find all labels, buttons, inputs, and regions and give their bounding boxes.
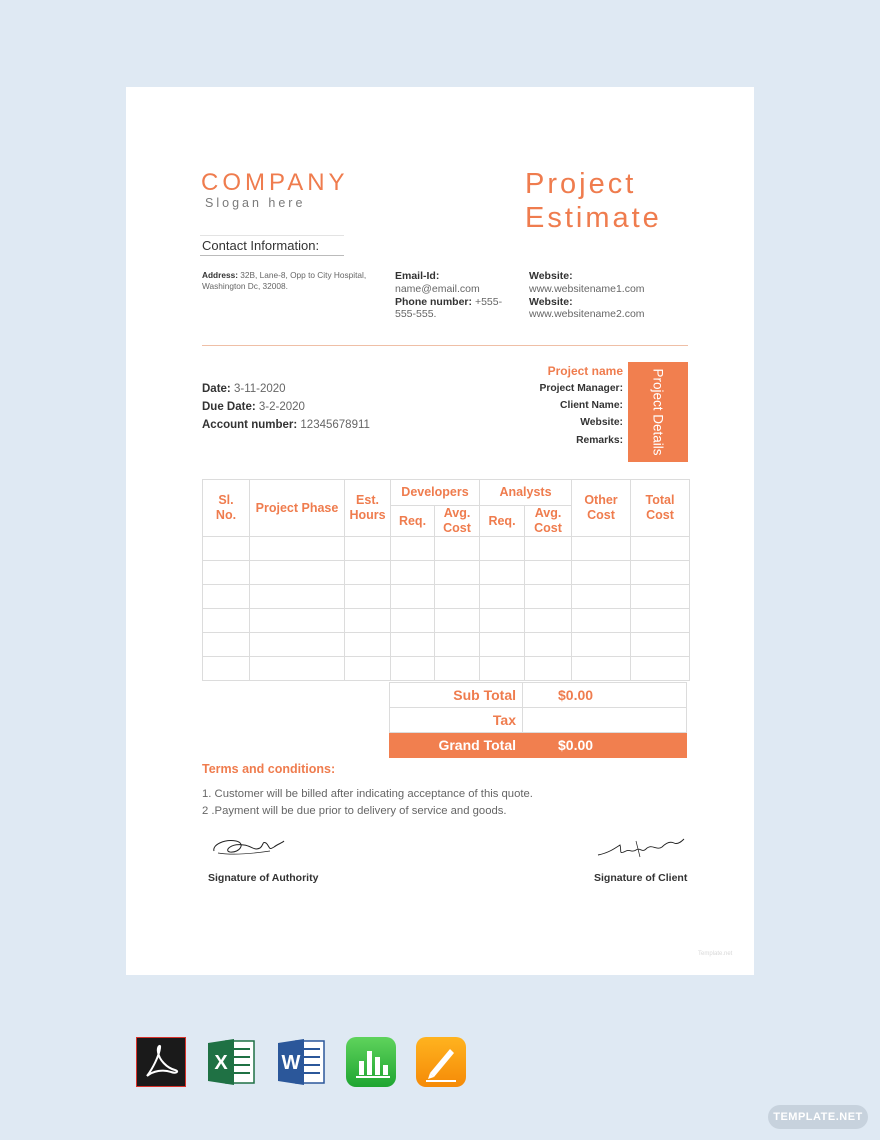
grand-total-value: $0.00	[523, 733, 687, 758]
tax-value	[523, 708, 687, 733]
address-line2: Washington Dc, 32008.	[202, 281, 288, 291]
col-est-hours: Est. Hours	[345, 480, 391, 537]
phone-value-part1: +555-	[474, 295, 503, 308]
table-row	[203, 561, 690, 585]
subtotal-value: $0.00	[523, 683, 687, 708]
col-other-cost: Other Cost	[572, 480, 631, 537]
col-dev-avg-cost: Avg. Cost	[435, 506, 480, 537]
table-header-row	[203, 480, 690, 506]
col-total-cost: Total Cost	[631, 480, 690, 537]
numbers-icon[interactable]	[346, 1037, 396, 1087]
terms-heading: Terms and conditions:	[202, 762, 336, 776]
divider	[200, 235, 344, 236]
document-title-line1: Project	[525, 168, 637, 200]
tax-row	[390, 708, 687, 733]
due-date-row	[202, 398, 370, 416]
account-label: Account number:	[202, 419, 298, 431]
client-name-label: Client Name:	[560, 400, 623, 412]
website-value-2: www.websitename2.com	[529, 308, 645, 321]
totals-table	[389, 682, 687, 758]
company-slogan: Slogan here	[205, 196, 306, 210]
table-row	[203, 537, 690, 561]
pdf-icon[interactable]	[136, 1037, 186, 1087]
subtotal-row	[390, 683, 687, 708]
col-project-phase: Project Phase	[250, 480, 345, 537]
remarks-label: Remarks:	[576, 434, 623, 446]
authority-signature	[210, 833, 286, 859]
document-title-line2: Estimate	[525, 202, 662, 234]
website-label-2: Website:	[529, 295, 573, 308]
phone-value-part2: 555-555.	[395, 308, 437, 321]
website-label-1: Website:	[529, 270, 573, 282]
table-row	[203, 633, 690, 657]
terms-item-2: 2 .Payment will be due prior to delivery of service and goods.	[202, 805, 507, 817]
contact-heading: Contact Information:	[202, 238, 320, 253]
terms-item-1: 1. Customer will be billed after indicating acceptance of this quote.	[202, 788, 533, 800]
col-analysts: Analysts	[480, 480, 572, 506]
project-details-tab-label: Project Details	[650, 368, 666, 456]
address-line1: 32B, Lane-8, Opp to City Hospital,	[240, 270, 367, 280]
client-signature	[596, 837, 686, 861]
company-name: COMPANY	[201, 169, 349, 196]
word-icon[interactable]	[276, 1037, 326, 1087]
website-value-1: www.websitename1.com	[529, 282, 645, 295]
table-row	[203, 657, 690, 681]
project-details-tab	[628, 362, 688, 462]
document-title	[525, 167, 662, 235]
dates-block	[202, 380, 370, 434]
address-block	[202, 270, 382, 292]
section-divider	[202, 345, 688, 346]
subtotal-label: Sub Total	[390, 683, 523, 708]
email-phone-block	[395, 270, 515, 321]
col-sl-no: Sl. No.	[203, 480, 250, 537]
website-block	[529, 270, 679, 321]
date-label: Date:	[202, 383, 231, 395]
col-developers: Developers	[391, 480, 480, 506]
project-name-label: Project name	[547, 364, 623, 378]
col-analyst-req: Req.	[480, 506, 525, 537]
table-row	[203, 609, 690, 633]
pages-icon[interactable]	[416, 1037, 466, 1087]
project-details-labels	[506, 363, 623, 449]
watermark: Template.net	[698, 951, 733, 957]
signature-authority-label: Signature of Authority	[208, 872, 319, 884]
signature-client-label: Signature of Client	[594, 872, 688, 884]
terms-list	[202, 786, 533, 820]
col-analyst-avg-cost: Avg. Cost	[525, 506, 572, 537]
svg-text:X: X	[214, 1052, 228, 1074]
grand-total-row	[390, 733, 687, 758]
svg-text:W: W	[281, 1052, 301, 1074]
account-row	[202, 416, 370, 434]
due-date-label: Due Date:	[202, 401, 256, 413]
estimate-document	[126, 87, 754, 975]
estimate-table	[202, 479, 690, 681]
date-value: 3-11-2020	[233, 383, 286, 395]
due-date-value: 3-2-2020	[258, 401, 305, 413]
tax-label: Tax	[390, 708, 523, 733]
account-value: 12345678911	[300, 419, 370, 431]
date-row	[202, 380, 370, 398]
website-label: Website:	[580, 417, 623, 429]
address-label: Address:	[202, 270, 238, 280]
col-dev-req: Req.	[391, 506, 435, 537]
excel-icon[interactable]	[206, 1037, 256, 1087]
table-row	[203, 585, 690, 609]
phone-label: Phone number:	[395, 295, 473, 308]
template-net-badge[interactable]: TEMPLATE.NET	[768, 1105, 868, 1129]
email-value: name@email.com	[395, 282, 480, 295]
grand-total-label: Grand Total	[390, 733, 523, 758]
divider	[200, 255, 344, 256]
project-manager-label: Project Manager:	[539, 383, 623, 394]
email-label: Email-Id:	[395, 270, 440, 282]
